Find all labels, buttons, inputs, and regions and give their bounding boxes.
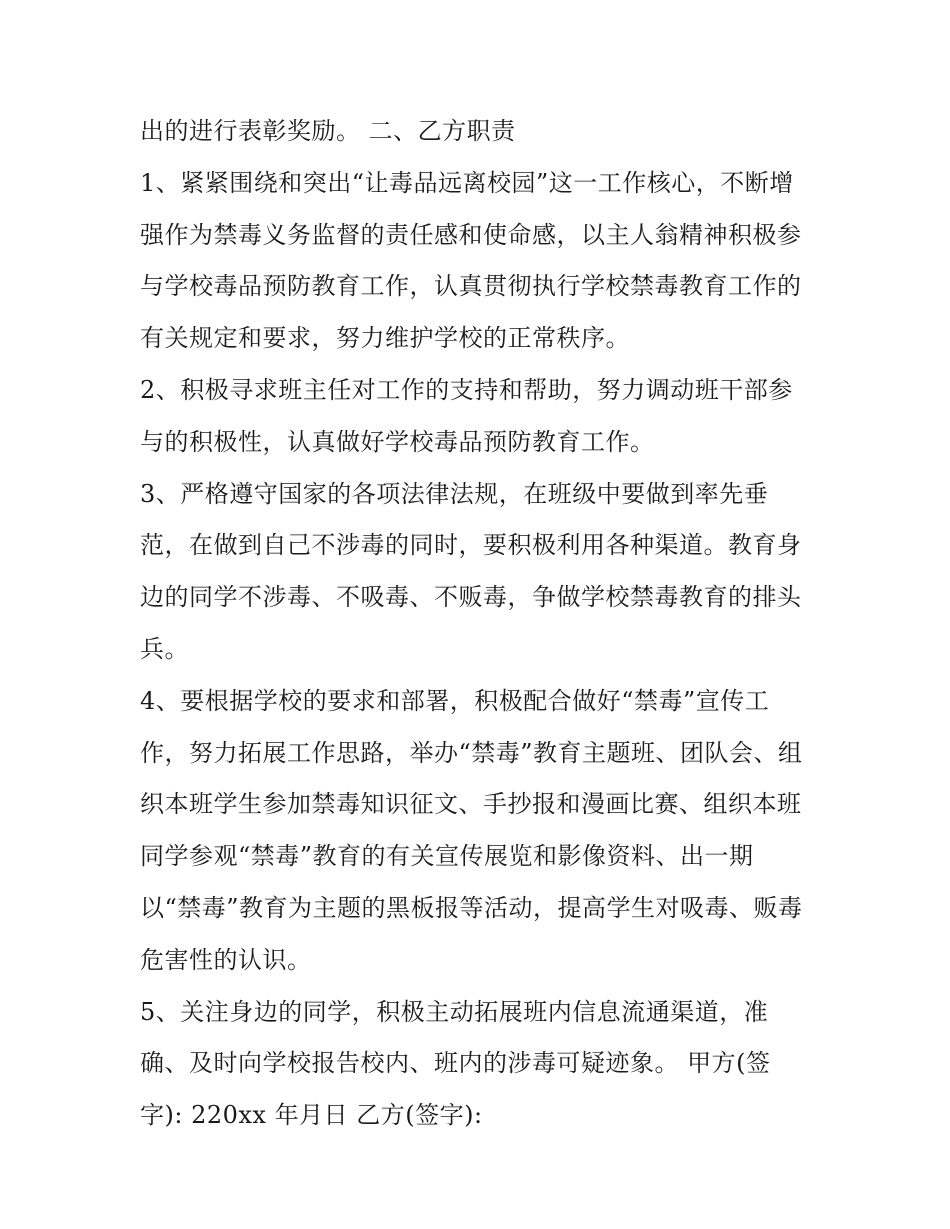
text-line-5: 有关规定和要求，努力维护学校的正常秩序。 (140, 324, 630, 353)
document-body (140, 106, 830, 1142)
text-line-18: 5、关注身边的同学，积极主动拓展班内信息流通渠道，准 (140, 997, 769, 1026)
text-line-2: 1、紧紧围绕和突出“让毒品远离校园”这一工作核心，不断增 (140, 168, 794, 197)
text-line-11: 兵。 (140, 634, 189, 663)
text-line-12: 4、要根据学校的要求和部署，积极配合做好“禁毒”宣传工 (140, 686, 770, 715)
text-line-10: 边的同学不涉毒、不吸毒、不贩毒，争做学校禁毒教育的排头 (140, 583, 802, 612)
text-line-3: 强作为禁毒义务监督的责任感和使命感，以主人翁精神积极参 (140, 220, 802, 249)
text-line-20: 字): 220xx 年月日 乙方(签字): (140, 1101, 483, 1130)
text-line-15: 同学参观“禁毒”教育的有关宣传展览和影像资料、出一期 (140, 842, 754, 871)
text-line-9: 范，在做到自己不涉毒的同时，要积极利用各种渠道。教育身 (140, 531, 802, 560)
text-line-6: 2、积极寻求班主任对工作的支持和帮助，努力调动班干部参 (140, 375, 793, 404)
text-line-17: 危害性的认识。 (140, 945, 312, 974)
text-line-14: 织本班学生参加禁毒知识征文、手抄报和漫画比赛、组织本班 (140, 790, 802, 819)
text-line-1: 出的进行表彰奖励。 二、乙方职责 (140, 117, 516, 145)
text-line-19: 确、及时向学校报告校内、班内的涉毒可疑迹象。 甲方(签 (140, 1049, 771, 1078)
text-line-4: 与学校毒品预防教育工作，认真贯彻执行学校禁毒教育工作的 (140, 272, 802, 301)
text-line-7: 与的积极性，认真做好学校毒品预防教育工作。 (140, 427, 655, 456)
text-line-16: 以“禁毒”教育为主题的黑板报等活动，提高学生对吸毒、贩毒 (140, 893, 803, 922)
text-line-8: 3、严格遵守国家的各项法律法规，在班级中要做到率先垂 (140, 479, 769, 508)
text-line-13: 作，努力拓展工作思路，举办“禁毒”教育主题班、团队会、组 (140, 738, 803, 767)
